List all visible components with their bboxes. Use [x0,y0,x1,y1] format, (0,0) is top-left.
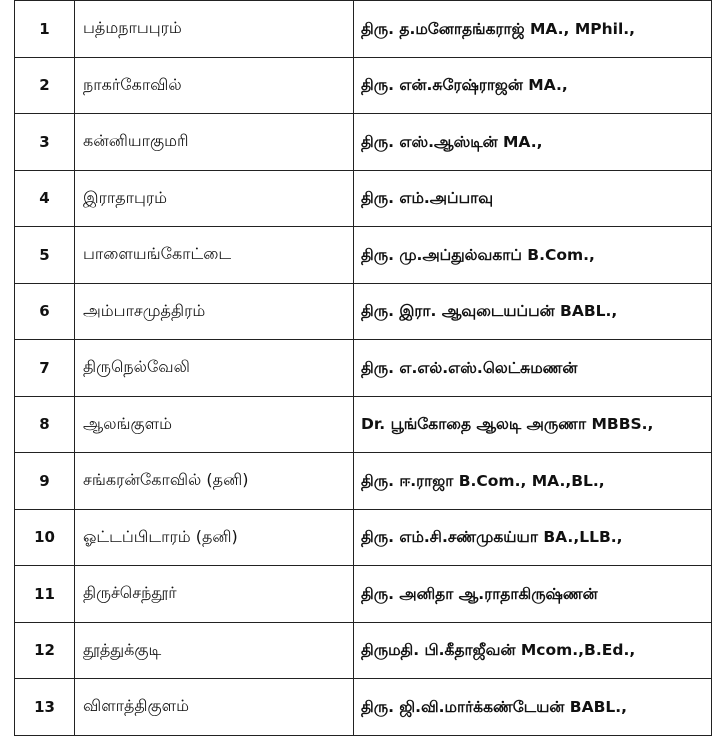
table-row [15,227,712,284]
candidate-table [14,0,712,736]
candidate-cell [354,622,712,679]
candidate-name: திரு. மு.அப்துல்வகாப் B.Com., [361,245,595,264]
candidate-name: திரு. எம்.அப்பாவு [361,189,494,208]
candidate-name: திரு. எஸ்.ஆஸ்டின் MA., [361,132,543,151]
row-number: 1 [15,1,75,58]
table-row [15,1,712,58]
candidate-cell [354,283,712,340]
row-number: 6 [15,283,75,340]
candidate-cell [354,566,712,623]
candidate-name: திரு. என்.சுரேஷ்ராஜன் MA., [361,76,568,95]
candidate-name: Dr. பூங்கோதை ஆலடி அருணா MBBS., [361,415,654,434]
candidate-cell [354,114,712,171]
row-number: 5 [15,227,75,284]
constituency-name: நாகர்கோவில் [75,57,354,114]
constituency-name: விளாத்திகுளம் [75,679,354,736]
row-number: 10 [15,509,75,566]
candidate-cell [354,340,712,397]
table-row [15,114,712,171]
candidate-name: திரு. ஈ.ராஜா B.Com., MA.,BL., [361,471,605,490]
table-row [15,453,712,510]
table-row [15,566,712,623]
candidate-cell [354,227,712,284]
table-row [15,57,712,114]
constituency-name: ஆலங்குளம் [75,396,354,453]
candidate-cell [354,57,712,114]
row-number: 11 [15,566,75,623]
constituency-name: ஓட்டப்பிடாரம் (தனி) [75,509,354,566]
table-row [15,679,712,736]
row-number: 7 [15,340,75,397]
row-number: 2 [15,57,75,114]
row-number: 12 [15,622,75,679]
constituency-name: சங்கரன்கோவில் (தனி) [75,453,354,510]
candidate-cell [354,509,712,566]
candidate-table-body [15,1,712,736]
table-row [15,283,712,340]
candidate-cell [354,396,712,453]
candidate-name: திரு. ஜி.வி.மார்க்கண்டேயன் BABL., [361,697,628,716]
table-row [15,509,712,566]
table-row [15,396,712,453]
constituency-name: திருச்செந்தூர் [75,566,354,623]
candidate-cell [354,1,712,58]
row-number: 13 [15,679,75,736]
row-number: 3 [15,114,75,171]
row-number: 4 [15,170,75,227]
table-row [15,340,712,397]
candidate-name: திரு. இரா. ஆவுடையப்பன் BABL., [361,302,618,321]
candidate-cell [354,170,712,227]
candidate-name: திரு. த.மனோதங்கராஜ் MA., MPhil., [361,19,636,38]
constituency-name: பத்மநாபபுரம் [75,1,354,58]
constituency-name: கன்னியாகுமரி [75,114,354,171]
table-row [15,622,712,679]
constituency-name: இராதாபுரம் [75,170,354,227]
candidate-name: திரு. எம்.சி.சண்முகய்யா BA.,LLB., [361,528,623,547]
constituency-name: தூத்துக்குடி [75,622,354,679]
constituency-name: அம்பாசமுத்திரம் [75,283,354,340]
candidate-cell [354,679,712,736]
candidate-name: திருமதி. பி.கீதாஜீவன் Mcom.,B.Ed., [361,641,636,660]
table-row [15,170,712,227]
candidate-name: திரு. எ.எல்.எஸ்.லெட்சுமணன் [361,358,578,377]
constituency-name: பாளையங்கோட்டை [75,227,354,284]
row-number: 8 [15,396,75,453]
row-number: 9 [15,453,75,510]
candidate-cell [354,453,712,510]
constituency-name: திருநெல்வேலி [75,340,354,397]
candidate-name: திரு. அனிதா ஆ.ராதாகிருஷ்ணன் [361,584,598,603]
